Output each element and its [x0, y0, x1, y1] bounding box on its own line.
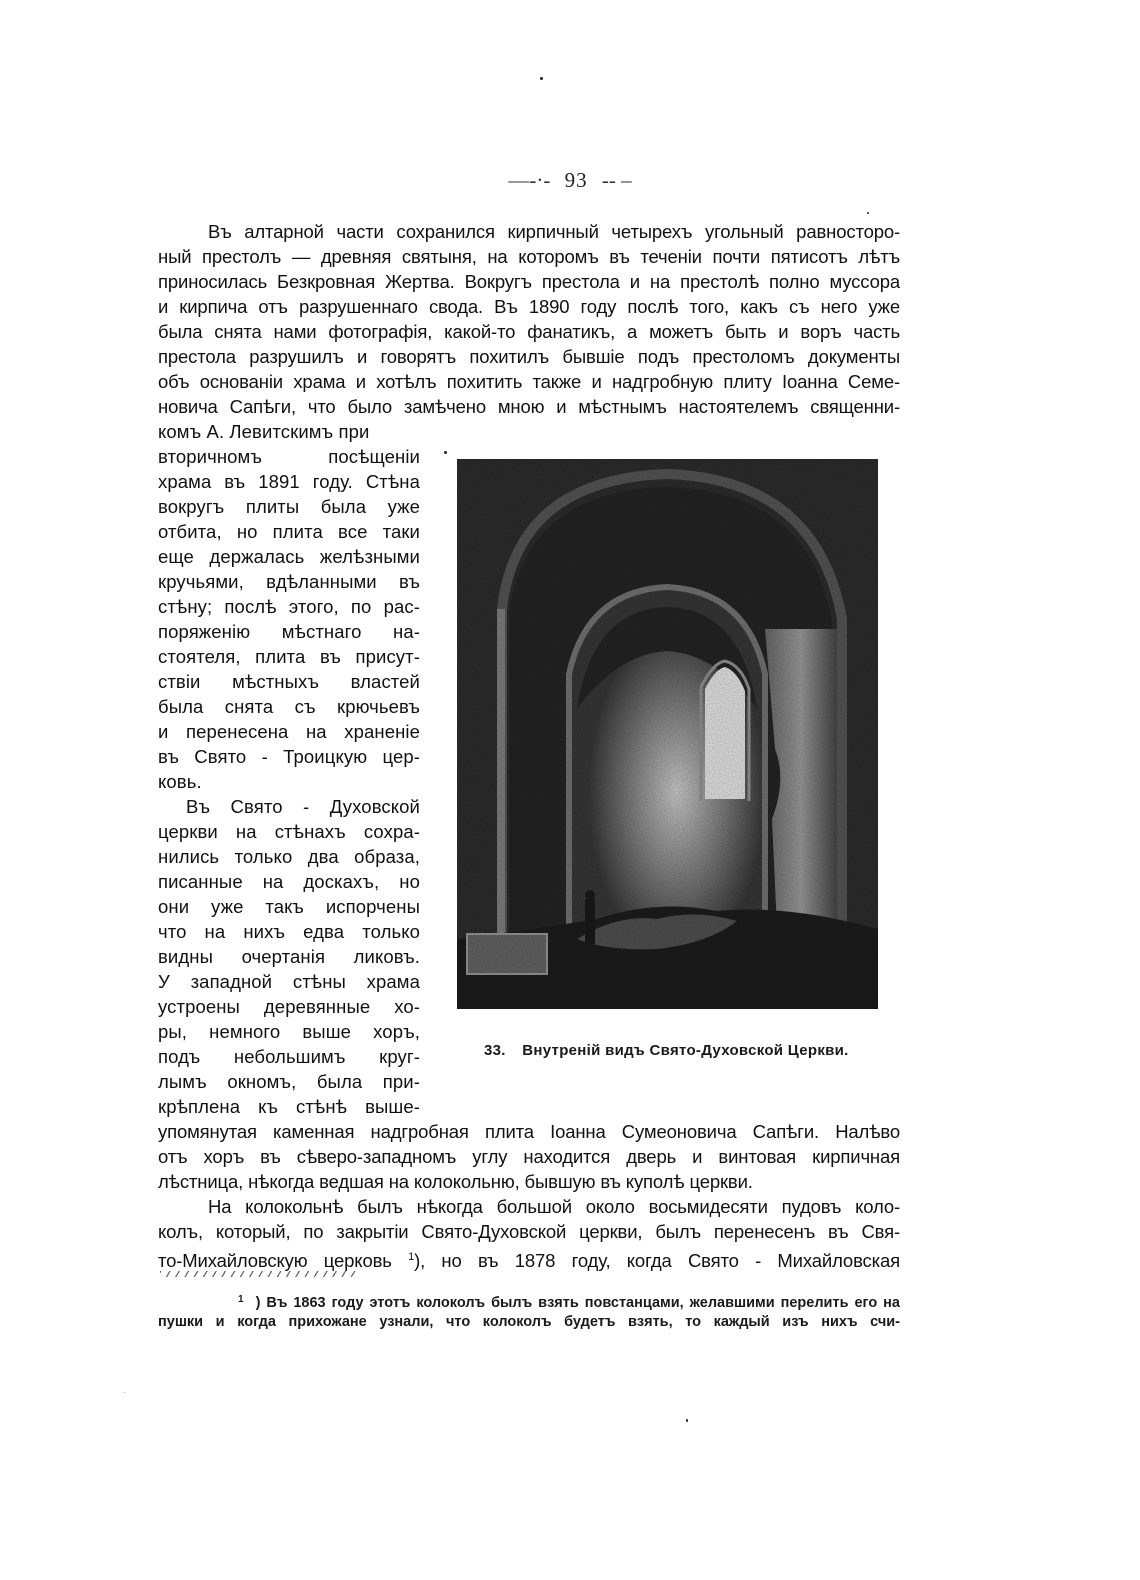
text-line: стѣну; послѣ этого, по рас- — [158, 596, 420, 617]
figure-caption-text: Внутренiй видъ Свято-Духовской Церкви. — [522, 1042, 849, 1059]
page-number — [0, 168, 1140, 193]
footnote-marker: 1 — [238, 1294, 244, 1305]
print-speck — [444, 451, 447, 454]
footnote-text: ) Въ 1863 году этотъ колоколъ былъ взять повстанцами, желавшими перелить его на — [255, 1295, 900, 1311]
text-line: они уже такъ испорчены — [158, 896, 420, 917]
text-line: На колокольнѣ былъ нѣкогда большой около восьмидесяти пудовъ коло- — [208, 1196, 900, 1217]
text-line: подъ небольшимъ круг- — [158, 1046, 420, 1067]
text-line: и кирпича отъ разрушеннаго свода. Въ 1890 году послѣ того, какъ съ него уже — [158, 296, 900, 317]
page-number-value: 93 — [564, 168, 588, 192]
text-line: крѣплена къ стѣнѣ выше- — [158, 1096, 420, 1117]
text-line: и перенесена на храненiе — [158, 721, 420, 742]
text-line: упомянутая каменная надгробная плита Iоанна Сумеоновича Сапѣги. Налѣво — [158, 1121, 900, 1142]
text-line: вторичномъ посѣщенiи — [158, 446, 420, 467]
text-line: новича Сапѣги, что было замѣчено мною и мѣстнымъ настоятелемъ священни- — [158, 396, 900, 417]
text-line: ры, немного выше хоръ, — [158, 1021, 420, 1042]
text-line: ный престолъ — древняя святыня, на которомъ въ теченiи почти пятисотъ лѣтъ — [158, 246, 900, 267]
text-line: ковь. — [158, 771, 202, 792]
figure-photo — [457, 459, 878, 1009]
text-line: была снята нами фотографiя, какой-то фанатикъ, а можетъ быть и воръ часть — [158, 321, 900, 342]
text-line: въ Свято - Троицкую цер- — [158, 746, 420, 767]
text-line: ствiи мѣстныхъ властей — [158, 671, 420, 692]
text-line: Въ алтарной части сохранился кирпичный четырехъ угольный равносторо- — [208, 221, 900, 242]
text-line: храма въ 1891 году. Стѣна — [158, 471, 420, 492]
text-line: приносилась Безкровная Жертва. Вокругъ престола и на престолѣ полно муссора — [158, 271, 900, 292]
print-speck — [540, 77, 543, 80]
text-fragment: ), но въ 1878 году, когда Свято - Михайловская — [414, 1250, 900, 1271]
text-line: лѣстница, нѣкогда ведшая на колокольню, бывшую въ куполѣ церкви. — [158, 1171, 753, 1192]
text-line: Въ Свято - Духовской — [186, 796, 420, 817]
text-line: стоятеля, плита въ присут- — [158, 646, 420, 667]
text-line: еще держалась желѣзными — [158, 546, 420, 567]
text-line: У западной стѣны храма — [158, 971, 420, 992]
figure-number: 33. — [484, 1042, 506, 1059]
footnote-line: пушки и когда прихожане узнали, что колоколъ будетъ взять, то каждый изъ нихъ счи- — [158, 1314, 900, 1330]
text-line: писанные на доскахъ, но — [158, 871, 420, 892]
text-line: престола разрушилъ и говорятъ похитилъ бывшiе подъ престоломъ документы — [158, 346, 900, 367]
text-line: что на нихъ едва только — [158, 921, 420, 942]
text-line: была снята съ крючьевъ — [158, 696, 420, 717]
text-line: устроены деревянные хо- — [158, 996, 420, 1017]
text-line: отъ хоръ въ сѣверо-западномъ углу находится дверь и винтовая кирпичная — [158, 1146, 900, 1167]
text-line: комъ А. Левитскимъ при — [158, 421, 370, 442]
text-line: видны очертанiя ликовъ. — [158, 946, 420, 967]
text-line: отбита, но плита все таки — [158, 521, 420, 542]
print-speck — [124, 1392, 125, 1393]
page-number-prefix: —-·- — [508, 168, 551, 192]
text-line: колъ, который, по закрытiи Свято-Духовской церкви, былъ перенесенъ въ Свя- — [158, 1221, 900, 1242]
text-line: объ основанiи храма и хотѣлъ похитить также и надгробную плиту Iоанна Семе- — [158, 371, 900, 392]
print-speck — [686, 1419, 688, 1422]
text-line: нились только два образа, — [158, 846, 420, 867]
text-fragment: то-Михайловскую церковь — [158, 1250, 409, 1271]
text-line — [158, 1245, 900, 1273]
page-number-suffix: -- – — [601, 168, 632, 192]
figure-caption — [484, 1042, 849, 1059]
footnote-divider — [160, 1271, 360, 1277]
text-line: вокругъ плиты была уже — [158, 496, 420, 517]
church-interior-illustration — [457, 459, 878, 1009]
text-line: поряженiю мѣстнаго на- — [158, 621, 420, 642]
text-line: церкви на стѣнахъ сохра- — [158, 821, 420, 842]
print-speck — [867, 212, 869, 214]
text-line: кручьями, вдѣланными въ — [158, 571, 420, 592]
footnote-reference[interactable]: 1 — [408, 1251, 415, 1263]
text-line: лымъ окномъ, была при- — [158, 1071, 420, 1092]
